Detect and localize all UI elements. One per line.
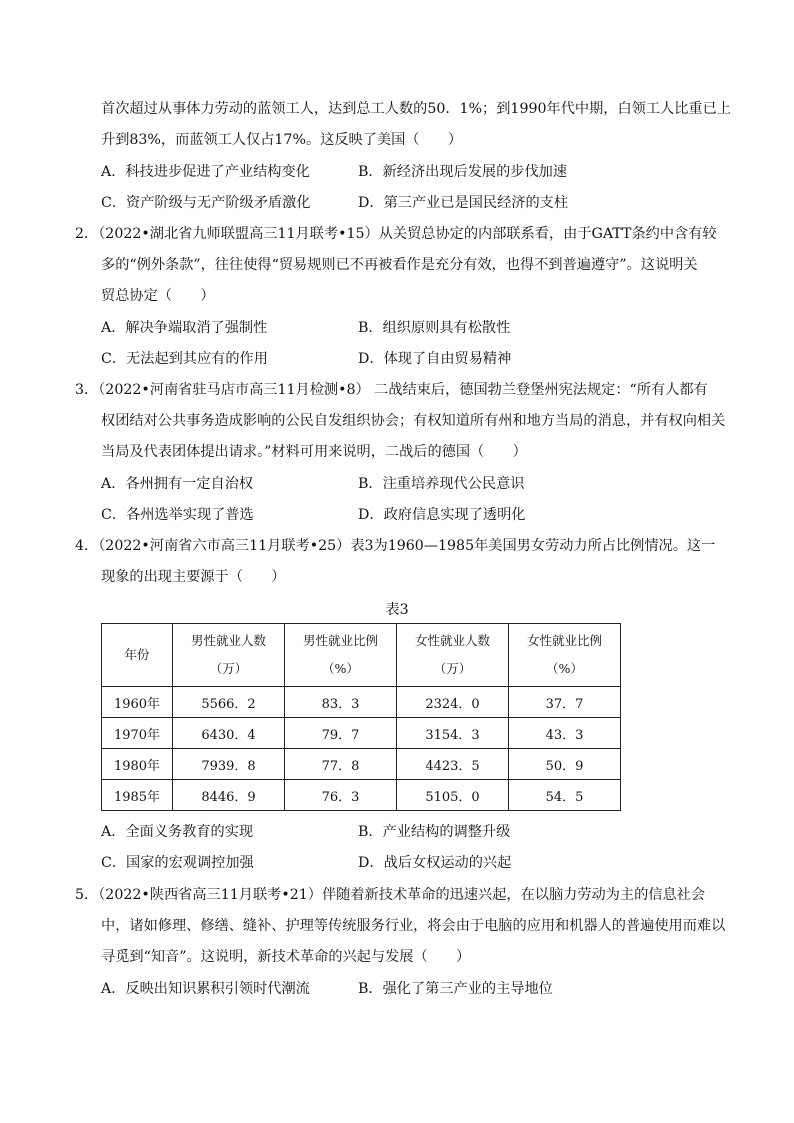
q2-option-a: A．解决争端取消了强制性: [101, 320, 268, 336]
table-row: [102, 780, 621, 811]
q2-option-d: D．体现了自由贸易精神: [358, 351, 512, 367]
header-male-ratio: 男性就业比例 （%）: [285, 624, 397, 687]
table-row: [102, 718, 621, 749]
table-cell: 50．9: [509, 749, 621, 780]
q5-option-a: A．反映出知识累积引领时代潮流: [101, 981, 310, 997]
table-cell: 54．5: [509, 780, 621, 811]
table-cell: 1985年: [102, 780, 173, 811]
table-cell: 1960年: [102, 687, 173, 718]
q4-option-b: B．产业结构的调整升级: [358, 824, 511, 840]
table-cell: 76．3: [285, 780, 397, 811]
header-male-count: 男性就业人数 （万）: [173, 624, 285, 687]
q1-option-c: C．资产阶级与无产阶级矛盾激化: [101, 195, 311, 211]
table-cell: 6430．4: [173, 718, 285, 749]
table-cell: 8446．9: [173, 780, 285, 811]
q3-stem-line-2: 权团结对公共事务造成影响的公民自发组织协会；有权知道所有州和地方当局的消息，并有权向相关: [101, 413, 726, 429]
q3-option-a: A．各州拥有一定自治权: [101, 476, 254, 492]
employment-table: [101, 623, 621, 811]
table-cell: 37．7: [509, 687, 621, 718]
q5-stem-line-3: 寻觅到“知音”。这说明，新技术革命的兴起与发展（ ）: [101, 949, 471, 965]
q2-stem-line-3: 贸总协定（ ）: [101, 288, 215, 304]
table-cell: 1970年: [102, 718, 173, 749]
table-cell: 43．3: [509, 718, 621, 749]
table-row: [102, 749, 621, 780]
q4-stem-line-2: 现象的出现主要源于（ ）: [101, 569, 286, 585]
q3-stem-line-1: 3．（2022•河南省驻马店市高三11月检测•8） 二战结束后，德国勃兰登堡州宪法规定：“所有人都有: [75, 382, 708, 398]
q1-option-d: D．第三产业已是国民经济的支柱: [358, 195, 569, 211]
table-cell: 7939．8: [173, 749, 285, 780]
q3-stem-line-3: 当局及代表团体提出请求。”材料可用来说明，二战后的德国（ ）: [101, 444, 527, 460]
header-female-count: 女性就业人数 （万）: [397, 624, 509, 687]
q1-option-b: B．新经济出现后发展的步伐加速: [358, 164, 568, 180]
header-year: 年份: [102, 624, 173, 687]
table-cell: 5566．2: [173, 687, 285, 718]
table-row: [102, 687, 621, 718]
q1-stem-line-1: 首次超过从事体力劳动的蓝领工人，达到总工人数的50．1%；到1990年代中期，白领工人比重已上: [101, 101, 731, 117]
table-cell: 77．8: [285, 749, 397, 780]
q2-stem-line-2: 多的“例外条款”，往往使得“贸易规则已不再被看作是充分有效，也得不到普遍遵守”。这说明关: [101, 257, 698, 273]
q3-option-c: C．各州选举实现了普选: [101, 507, 254, 523]
q2-option-b: B．组织原则具有松散性: [358, 320, 511, 336]
q2-option-c: C．无法起到其应有的作用: [101, 351, 268, 367]
table-cell: 79．7: [285, 718, 397, 749]
table-header-row: [102, 624, 621, 687]
q2-stem-line-1: 2．（2022•湖北省九师联盟高三11月联考•15）从关贸总协定的内部联系看，由于GATT条约中含有较: [75, 226, 717, 242]
q4-option-d: D．战后女权运动的兴起: [358, 855, 512, 871]
table-cell: 3154．3: [397, 718, 509, 749]
q3-option-b: B．注重培养现代公民意识: [358, 476, 525, 492]
table-cell: 1980年: [102, 749, 173, 780]
q4-option-a: A．全面义务教育的实现: [101, 824, 254, 840]
q3-option-d: D．政府信息实现了透明化: [358, 507, 526, 523]
table-cell: 4423．5: [397, 749, 509, 780]
table-cell: 83．3: [285, 687, 397, 718]
q5-stem-line-2: 中，诸如修理、修缮、缝补、护理等传统服务行业，将会由于电脑的应用和机器人的普遍使用而难以: [101, 918, 726, 934]
header-female-ratio: 女性就业比例 （%）: [509, 624, 621, 687]
q5-stem-line-1: 5．（2022•陕西省高三11月联考•21）伴随着新技术革命的迅速兴起，在以脑力劳动为主的信息社会: [75, 887, 706, 903]
q5-option-b: B．强化了第三产业的主导地位: [358, 981, 553, 997]
q1-stem-line-2: 升到83%，而蓝领工人仅占17%。这反映了美国（ ）: [101, 132, 463, 148]
table-caption: 表3: [385, 602, 409, 618]
q4-stem-line-1: 4．（2022•河南省六市高三11月联考•25）表3为1960—1985年美国男女劳动力所占比例情况。这一: [75, 538, 716, 554]
q1-option-a: A．科技进步促进了产业结构变化: [101, 164, 310, 180]
q4-option-c: C．国家的宏观调控加强: [101, 855, 254, 871]
table-cell: 5105．0: [397, 780, 509, 811]
table-cell: 2324．0: [397, 687, 509, 718]
